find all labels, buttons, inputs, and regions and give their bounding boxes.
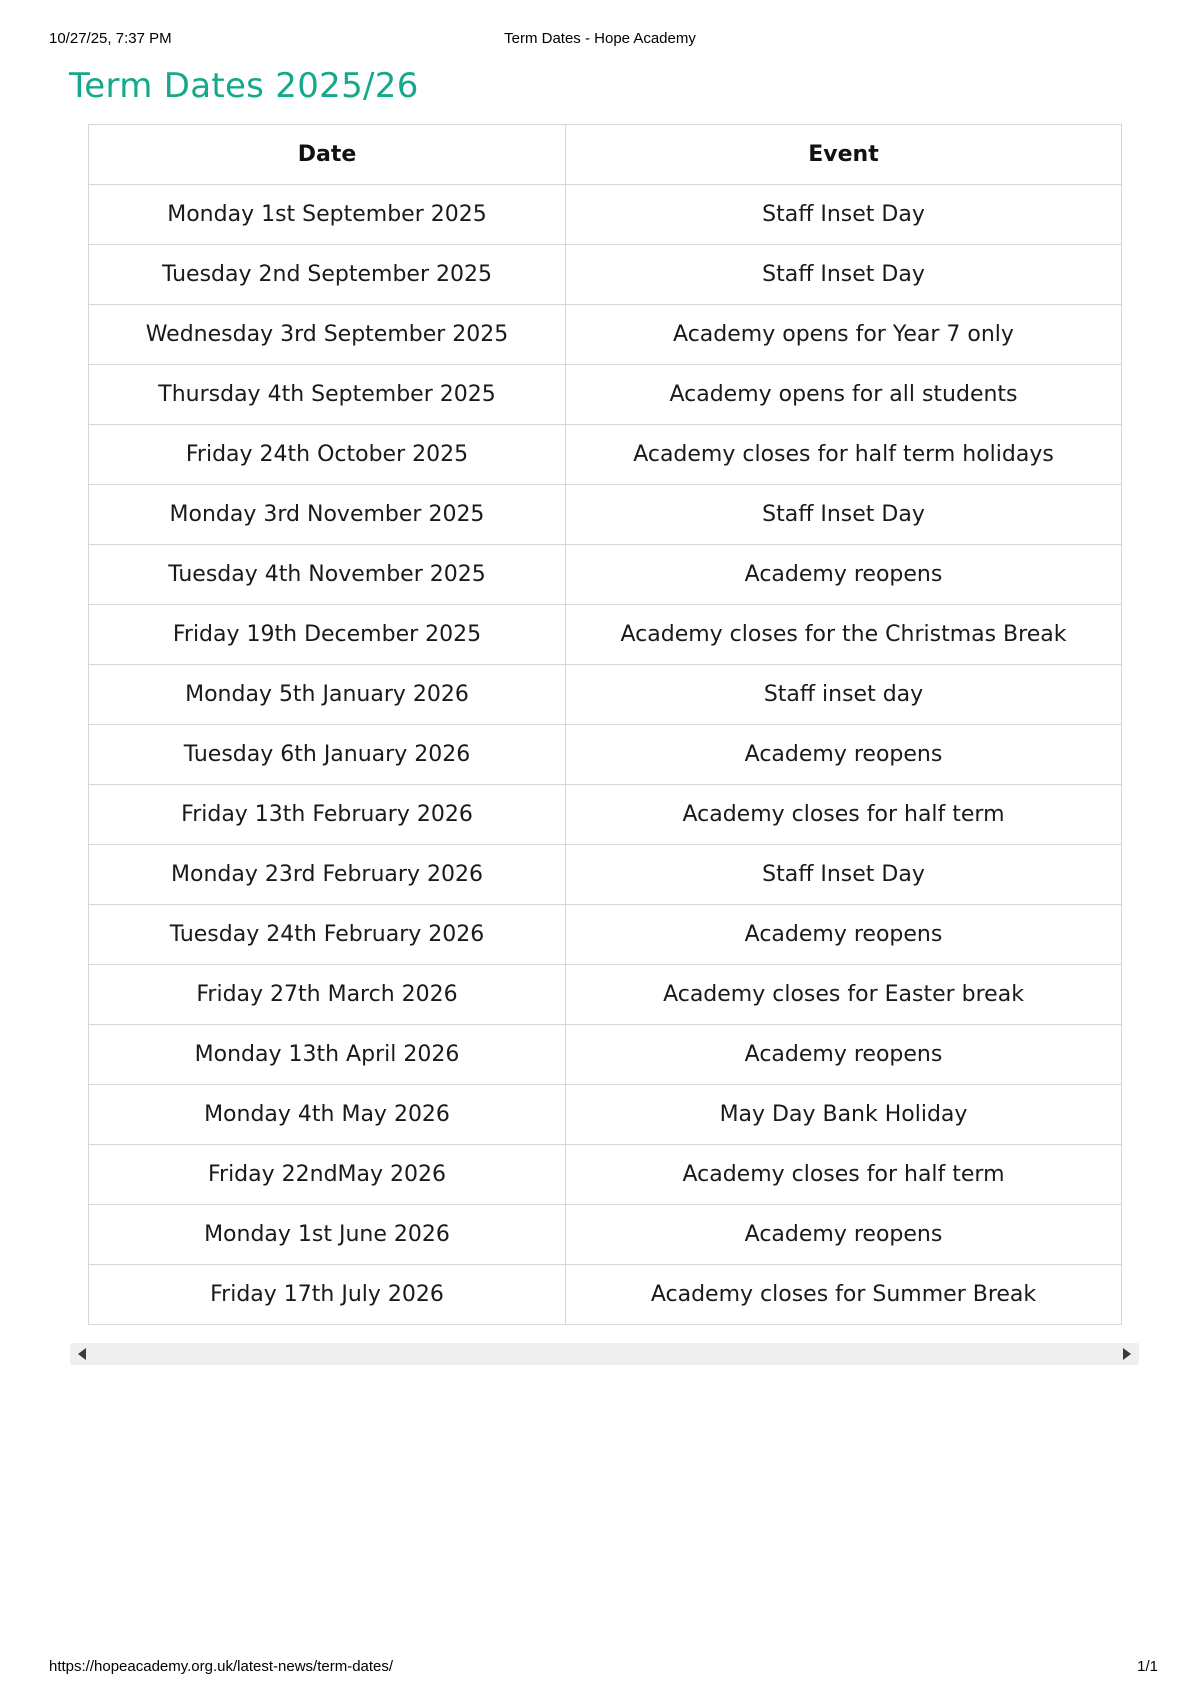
event-cell: Academy reopens — [566, 1205, 1122, 1265]
event-cell: Staff Inset Day — [566, 245, 1122, 305]
date-cell: Monday 4th May 2026 — [89, 1085, 566, 1145]
event-cell: Academy reopens — [566, 905, 1122, 965]
event-cell: Staff Inset Day — [566, 485, 1122, 545]
scroll-left-arrow-icon[interactable] — [78, 1348, 86, 1360]
event-cell: Staff Inset Day — [566, 185, 1122, 245]
date-cell: Monday 23rd February 2026 — [89, 845, 566, 905]
event-cell: Academy closes for the Christmas Break — [566, 605, 1122, 665]
column-header-event: Event — [566, 125, 1122, 185]
table-row — [89, 305, 1122, 365]
date-cell: Monday 1st September 2025 — [89, 185, 566, 245]
date-cell: Friday 19th December 2025 — [89, 605, 566, 665]
date-cell: Tuesday 2nd September 2025 — [89, 245, 566, 305]
print-header — [49, 30, 1151, 50]
table-row — [89, 725, 1122, 785]
event-cell: May Day Bank Holiday — [566, 1085, 1122, 1145]
table-row — [89, 185, 1122, 245]
date-cell: Tuesday 24th February 2026 — [89, 905, 566, 965]
table-row — [89, 785, 1122, 845]
event-cell: Staff Inset Day — [566, 845, 1122, 905]
table-row — [89, 905, 1122, 965]
event-cell: Academy opens for Year 7 only — [566, 305, 1122, 365]
date-cell: Tuesday 4th November 2025 — [89, 545, 566, 605]
date-cell: Monday 3rd November 2025 — [89, 485, 566, 545]
print-url: https://hopeacademy.org.uk/latest-news/term-dates/ — [49, 1658, 394, 1675]
table-row — [89, 545, 1122, 605]
date-cell: Friday 24th October 2025 — [89, 425, 566, 485]
date-cell: Friday 22ndMay 2026 — [89, 1145, 566, 1205]
event-cell: Academy closes for Summer Break — [566, 1265, 1122, 1325]
date-cell: Monday 1st June 2026 — [89, 1205, 566, 1265]
table-row — [89, 605, 1122, 665]
column-header-date: Date — [89, 125, 566, 185]
event-cell: Academy closes for half term — [566, 1145, 1122, 1205]
table-row — [89, 245, 1122, 305]
table-row — [89, 1145, 1122, 1205]
table-header-row — [89, 125, 1122, 185]
table-row — [89, 1085, 1122, 1145]
date-cell: Tuesday 6th January 2026 — [89, 725, 566, 785]
event-cell: Academy reopens — [566, 1025, 1122, 1085]
page-title: Term Dates 2025/26 — [69, 66, 419, 106]
table-row — [89, 485, 1122, 545]
table-row — [89, 965, 1122, 1025]
table-body — [89, 185, 1122, 1325]
print-document-title: Term Dates - Hope Academy — [504, 30, 696, 47]
event-cell: Academy reopens — [566, 545, 1122, 605]
scroll-right-arrow-icon[interactable] — [1123, 1348, 1131, 1360]
event-cell: Academy closes for half term holidays — [566, 425, 1122, 485]
table-row — [89, 1205, 1122, 1265]
event-cell: Academy reopens — [566, 725, 1122, 785]
date-cell: Friday 13th February 2026 — [89, 785, 566, 845]
event-cell: Academy closes for half term — [566, 785, 1122, 845]
print-footer — [49, 1658, 1158, 1678]
table-row — [89, 665, 1122, 725]
date-cell: Wednesday 3rd September 2025 — [89, 305, 566, 365]
date-cell: Friday 17th July 2026 — [89, 1265, 566, 1325]
table-row — [89, 845, 1122, 905]
table-row — [89, 1025, 1122, 1085]
horizontal-scrollbar[interactable] — [70, 1343, 1139, 1365]
table-row — [89, 1265, 1122, 1325]
term-dates-table-container — [88, 124, 1121, 1325]
event-cell: Academy opens for all students — [566, 365, 1122, 425]
table-row — [89, 425, 1122, 485]
date-cell: Thursday 4th September 2025 — [89, 365, 566, 425]
print-page-number: 1/1 — [1137, 1658, 1158, 1675]
table-row — [89, 365, 1122, 425]
term-dates-table — [88, 124, 1122, 1325]
date-cell: Monday 5th January 2026 — [89, 665, 566, 725]
event-cell: Staff inset day — [566, 665, 1122, 725]
event-cell: Academy closes for Easter break — [566, 965, 1122, 1025]
print-timestamp: 10/27/25, 7:37 PM — [49, 30, 172, 47]
date-cell: Monday 13th April 2026 — [89, 1025, 566, 1085]
date-cell: Friday 27th March 2026 — [89, 965, 566, 1025]
